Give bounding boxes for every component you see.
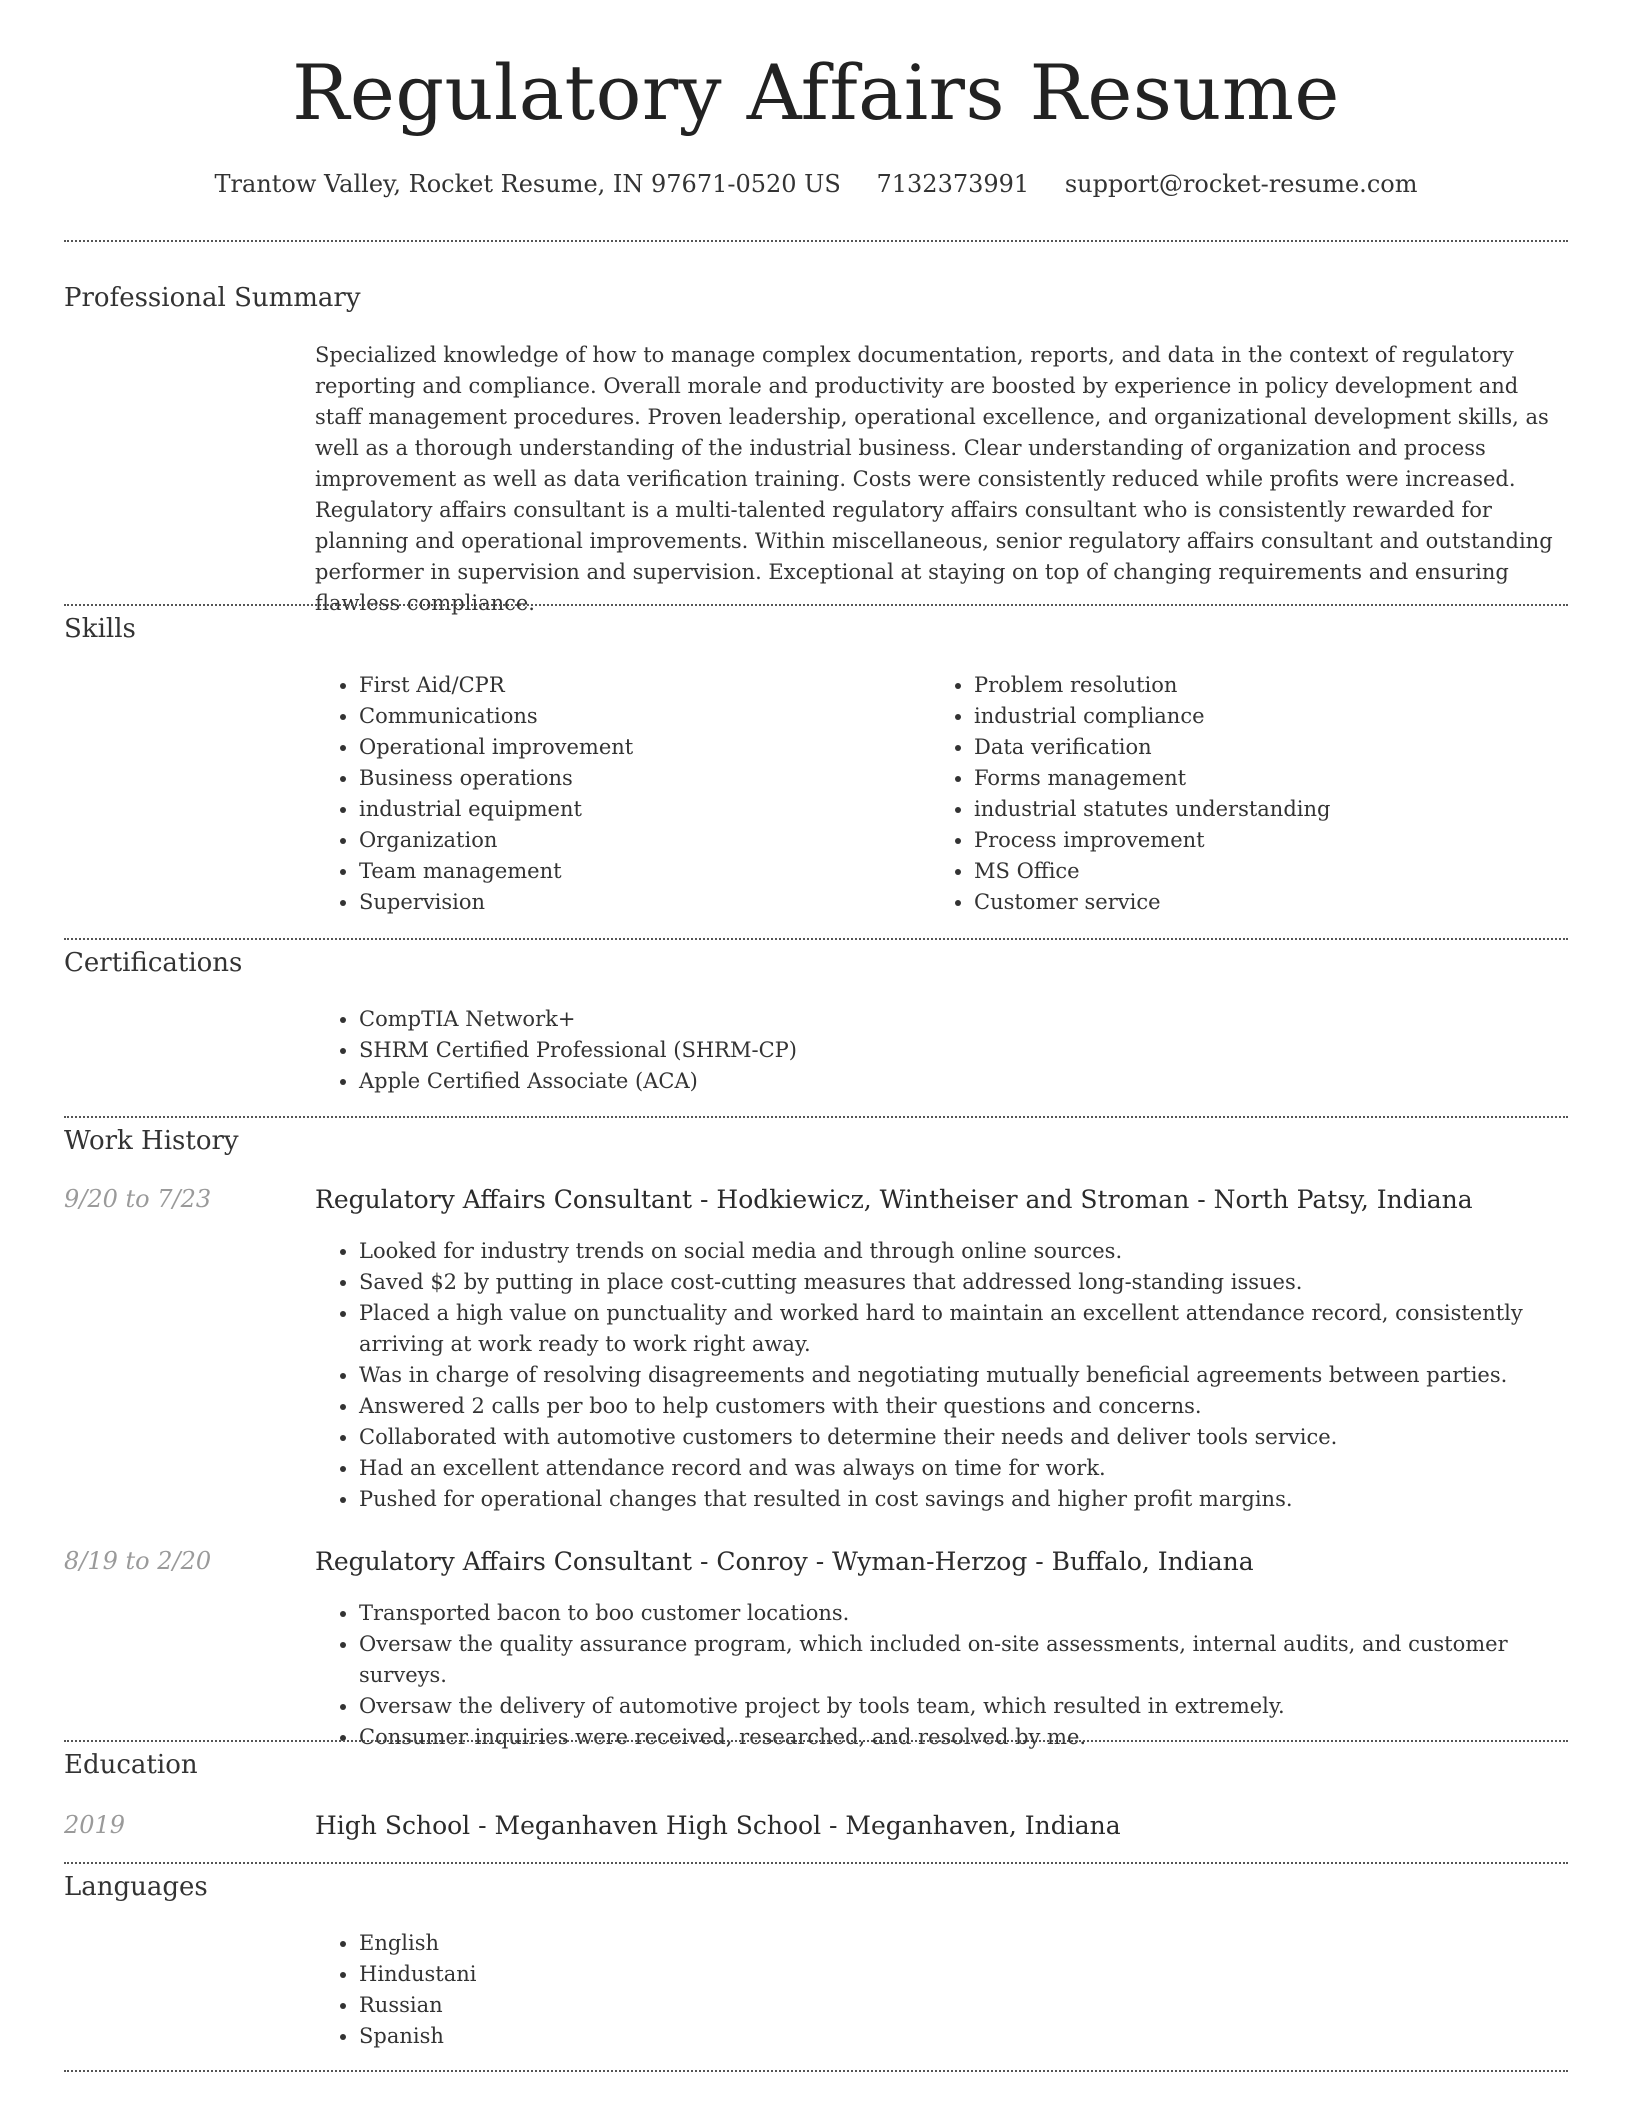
skills-heading: Skills [64,614,136,644]
list-item: • Apple Certified Associate (ACA) [359,1066,1559,1097]
list-item: • Saved $2 by putting in place cost-cutting measures that addressed long-standing issues. [359,1267,1589,1298]
section-divider [64,604,1568,606]
education-heading: Education [64,1750,198,1780]
list-item: • Data verification [974,732,1574,763]
job-dates: 9/20 to 7/23 [64,1185,212,1213]
list-item: • SHRM Certified Professional (SHRM-CP) [359,1035,1559,1066]
job-dates: 8/19 to 2/20 [64,1547,212,1575]
section-divider [64,1116,1568,1118]
list-item: • Collaborated with automotive customers to determine their needs and deliver tools service. [359,1422,1589,1453]
list-item: • Looked for industry trends on social media and through online sources. [359,1236,1589,1267]
list-item: • Process improvement [974,825,1574,856]
certifications-list [315,1004,1559,1097]
list-item: • Placed a high value on punctuality and worked hard to maintain an excellent attendance record, consistently arriving at work ready to work right away. [359,1298,1589,1360]
list-item: • Problem resolution [974,670,1574,701]
list-item: • Spanish [359,2021,1159,2052]
list-item: • Operational improvement [359,732,919,763]
list-item: • Forms management [974,763,1574,794]
languages-heading: Languages [64,1872,208,1902]
contact-email: support@rocket-resume.com [1064,170,1418,198]
section-divider [64,1740,1568,1742]
list-item: • CompTIA Network+ [359,1004,1559,1035]
section-divider [64,2070,1568,2072]
list-item: • Hindustani [359,1959,1159,1990]
summary-text: Specialized knowledge of how to manage complex documentation, reports, and data in the context of regulatory reporting and compliance. Overall morale and productivity are boosted by experience in policy development and staff management procedures. Proven leadership, operational excellence, and organizational development skills, as well as a thorough understanding of the industrial business. Clear understanding of organization and process improvement as well as data verification training. Costs were consistently reduced while profits were increased. Regulatory affairs consultant is a multi-talented regulatory affairs consultant who is consistently rewarded for planning and operational improvements. Within miscellaneous, senior regulatory affairs consultant and outstanding performer in supervision and supervision. Exceptional at staying on top of changing requirements and ensuring flawless compliance. [315,343,1553,615]
list-item: • Business operations [359,763,919,794]
section-divider [64,1862,1568,1864]
job-bullets [315,1598,1589,1753]
skills-list-left [315,670,919,918]
skills-list-right [930,670,1574,918]
list-item: • Answered 2 calls per boo to help customers with their questions and concerns. [359,1391,1589,1422]
list-item: • industrial equipment [359,794,919,825]
list-item: • Organization [359,825,919,856]
section-divider [64,240,1568,242]
list-item: • Oversaw the quality assurance program, which included on-site assessments, internal audits, and customer surveys. [359,1629,1589,1691]
list-item: • Oversaw the delivery of automotive project by tools team, which resulted in extremely. [359,1691,1589,1722]
list-item: • Pushed for operational changes that resulted in cost savings and higher profit margins. [359,1484,1589,1515]
list-item: • Russian [359,1990,1159,2021]
work-heading: Work History [64,1126,239,1156]
certifications-heading: Certifications [64,948,243,978]
section-divider [64,938,1568,940]
list-item: • First Aid/CPR [359,670,919,701]
list-item: • Had an excellent attendance record and was always on time for work. [359,1453,1589,1484]
job-title: Regulatory Affairs Consultant - Hodkiewicz, Wintheiser and Stroman - North Patsy, Indiana [315,1185,1473,1214]
list-item: • Consumer inquiries were received, researched, and resolved by me. [359,1722,1589,1753]
contact-phone: 7132373991 [876,170,1030,198]
list-item: • Was in charge of resolving disagreements and negotiating mutually beneficial agreements between parties. [359,1360,1589,1391]
resume-title: Regulatory Affairs Resume [292,48,1340,137]
languages-list [315,1928,1159,2052]
contact-line [0,170,1632,198]
list-item: • English [359,1928,1159,1959]
contact-address: Trantow Valley, Rocket Resume, IN 97671-0520 US [214,170,841,198]
list-item: • industrial statutes understanding [974,794,1574,825]
list-item: • Team management [359,856,919,887]
job-bullets [315,1236,1589,1515]
education-date: 2019 [64,1811,126,1839]
list-item: • Supervision [359,887,919,918]
list-item: • industrial compliance [974,701,1574,732]
list-item: • Transported bacon to boo customer locations. [359,1598,1589,1629]
list-item: • Communications [359,701,919,732]
list-item: • Customer service [974,887,1574,918]
list-item: • MS Office [974,856,1574,887]
summary-heading: Professional Summary [64,283,361,313]
education-title: High School - Meganhaven High School - Meganhaven, Indiana [315,1811,1121,1840]
job-title: Regulatory Affairs Consultant - Conroy - Wyman-Herzog - Buffalo, Indiana [315,1547,1254,1576]
